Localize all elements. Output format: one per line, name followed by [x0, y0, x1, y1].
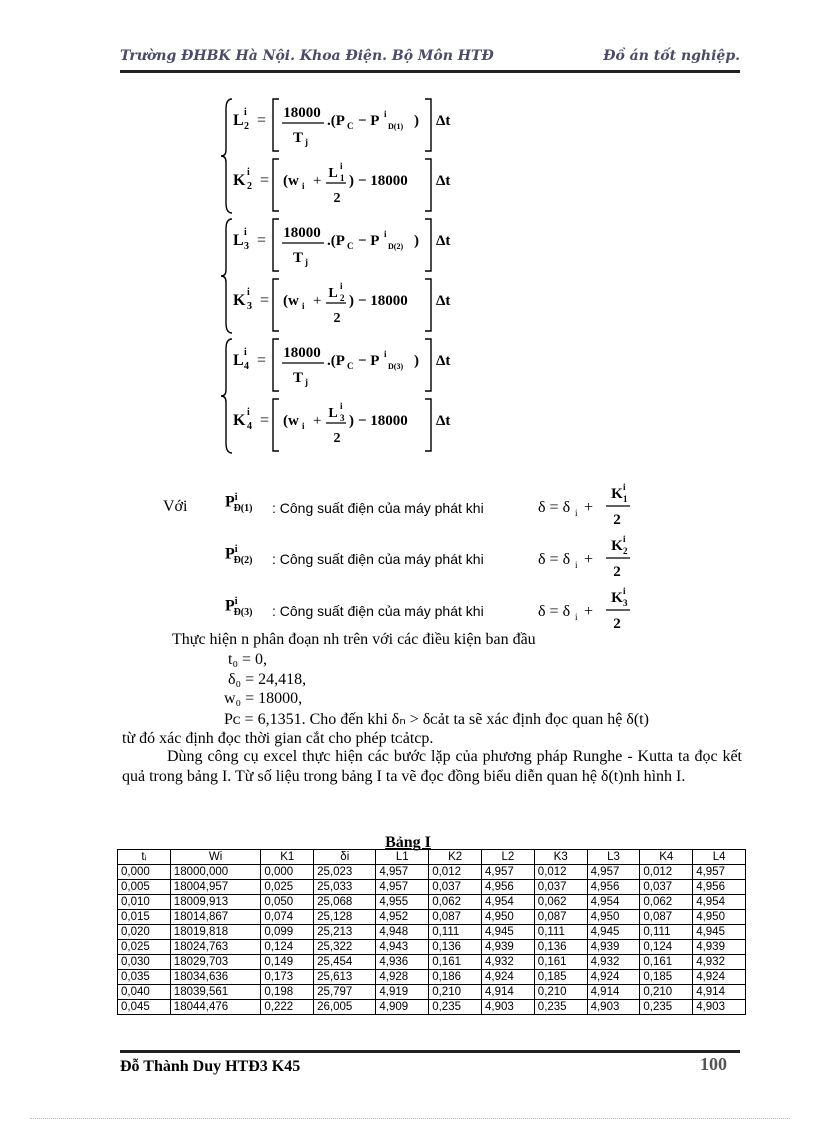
table-cell: 0,124	[640, 940, 693, 955]
table-cell: 4,956	[587, 880, 640, 895]
table-cell: 18000,000	[170, 865, 261, 880]
table-cell: 0,111	[534, 925, 587, 940]
table-cell: 0,185	[640, 970, 693, 985]
curly-brace	[221, 219, 232, 333]
math-glyph: − P	[358, 113, 380, 129]
table-cell: 4,932	[693, 955, 746, 970]
math-glyph: K	[611, 486, 623, 502]
table-row	[118, 940, 746, 955]
math-glyph: i	[244, 227, 247, 238]
table-cell: 4,952	[376, 910, 429, 925]
table-title: Bảng I	[385, 834, 431, 851]
math-glyph: i	[623, 482, 626, 492]
table-cell: 4,903	[693, 1000, 746, 1015]
math-glyph: =	[257, 232, 267, 249]
math-glyph: i	[623, 534, 626, 544]
fraction-denominator: 2	[333, 431, 341, 446]
math-glyph: =	[257, 352, 267, 369]
table-cell: 0,037	[534, 880, 587, 895]
math-bracket	[425, 99, 431, 151]
table-cell: 0,099	[261, 925, 314, 940]
math-glyph: +	[584, 499, 594, 516]
table-cell: 4,932	[587, 955, 640, 970]
math-bracket	[273, 399, 279, 451]
math-glyph: 2	[247, 181, 252, 192]
fraction-numerator: L	[328, 286, 338, 301]
table-cell: 18029,703	[170, 955, 261, 970]
math-glyph: )	[414, 233, 419, 249]
table-cell: 4,919	[376, 985, 429, 1000]
math-glyph: i	[623, 586, 626, 596]
math-glyph: i	[244, 107, 247, 118]
page-edge	[30, 1118, 790, 1119]
math-glyph: +	[313, 293, 322, 309]
curly-brace	[221, 99, 232, 213]
header-left: Trường ĐHBK Hà Nội. Khoa Điện. Bộ Môn HTĐ	[120, 48, 494, 64]
table-header-cell: δi	[314, 850, 376, 865]
table-cell: 0,087	[534, 910, 587, 925]
math-glyph: )	[414, 113, 419, 129]
table-cell: 0,062	[534, 895, 587, 910]
math-bracket	[273, 279, 279, 331]
table-cell: 4,939	[587, 940, 640, 955]
table-cell: 4,957	[482, 865, 535, 880]
table-cell: 18009,913	[170, 895, 261, 910]
table-cell: 4,955	[376, 895, 429, 910]
fraction-numerator: 18000	[283, 225, 321, 241]
table-cell: 4,957	[693, 865, 746, 880]
math-glyph: )	[349, 413, 354, 429]
footer-divider	[120, 1050, 740, 1053]
table-cell: 4,948	[376, 925, 429, 940]
table-cell: 4,924	[693, 970, 746, 985]
definition-pd3-text: : Công suất điện của máy phát khi	[272, 603, 484, 619]
delta-t: Δt	[436, 233, 451, 249]
table-cell: 0,111	[640, 925, 693, 940]
table-cell: 4,932	[482, 955, 535, 970]
fraction-denominator: T	[292, 370, 304, 386]
math-bracket	[425, 219, 431, 271]
table-cell: 4,956	[693, 880, 746, 895]
fraction-numerator: L	[328, 166, 338, 181]
math-glyph: .(P	[327, 233, 345, 249]
table-cell: 4,950	[693, 910, 746, 925]
fraction-numerator: L	[328, 406, 338, 421]
math-glyph: +	[584, 603, 594, 620]
results-table	[117, 849, 746, 1015]
table-cell: 0,035	[118, 970, 171, 985]
math-glyph: )	[414, 353, 419, 369]
math-glyph: j	[305, 137, 308, 147]
math-glyph: 4	[247, 421, 252, 432]
table-cell: 4,903	[587, 1000, 640, 1015]
table-cell: 0,235	[534, 1000, 587, 1015]
fraction-numerator: 18000	[283, 345, 321, 361]
math-glyph: i	[384, 109, 387, 119]
table-row	[118, 865, 746, 880]
pc-line-2: từ đó xác định đọc thời gian cắt cho phép tᴄảtcp.	[122, 730, 434, 747]
math-glyph: 2	[613, 512, 621, 528]
pc-line: Pᴄ = 6,1351. Cho đến khi δₙ > δᴄảt ta sẽ xác định đọc quan hệ δ(t)	[224, 711, 649, 728]
table-cell: 0,040	[118, 985, 171, 1000]
table-cell: 18004,957	[170, 880, 261, 895]
table-cell: 0,050	[261, 895, 314, 910]
table-cell: 0,136	[429, 940, 482, 955]
table-cell: 0,030	[118, 955, 171, 970]
table-cell: 4,954	[693, 895, 746, 910]
table-cell: 4,954	[587, 895, 640, 910]
table-cell: 18044,476	[170, 1000, 261, 1015]
definition-pd1: $P^i_{Đ(1)}$	[225, 492, 253, 514]
math-glyph: C	[347, 361, 354, 371]
math-glyph: i	[302, 181, 305, 191]
table-cell: 0,000	[261, 865, 314, 880]
table-cell: 0,005	[118, 880, 171, 895]
minus-constant: − 18000	[358, 413, 408, 429]
table-cell: 0,210	[534, 985, 587, 1000]
paragraph: Dùng công cụ excel thực hiện các bước lặp của phương pháp Runghe - Kutta ta đọc kết quả trong bảng I. Từ số liệu trong bảng I ta vẽ đọc đồng biểu diễn quan hệ δ(t)nh hình I.	[122, 748, 742, 785]
delta-t: Δt	[436, 113, 451, 129]
table-cell: 0,210	[429, 985, 482, 1000]
w0-line: w₀ = 18000,	[224, 690, 303, 707]
table-cell: 4,950	[587, 910, 640, 925]
table-cell: 4,950	[482, 910, 535, 925]
table-cell: 0,015	[118, 910, 171, 925]
math-glyph: j	[305, 257, 308, 267]
math-glyph: 3	[244, 241, 249, 252]
table-cell: 0,037	[640, 880, 693, 895]
math-glyph: i	[247, 167, 250, 178]
math-glyph: i	[247, 407, 250, 418]
table-row	[118, 880, 746, 895]
table-cell: 4,924	[587, 970, 640, 985]
math-glyph: )	[349, 173, 354, 189]
math-glyph: i	[302, 301, 305, 311]
table-cell: 0,149	[261, 955, 314, 970]
table-cell: 4,945	[693, 925, 746, 940]
table-cell: 4,957	[376, 865, 429, 880]
math-glyph: i	[575, 560, 578, 570]
math-glyph: K	[233, 292, 246, 309]
math-glyph: 2	[613, 616, 621, 632]
table-cell: 4,909	[376, 1000, 429, 1015]
table-cell: 0,161	[534, 955, 587, 970]
table-cell: 4,928	[376, 970, 429, 985]
math-bracket	[273, 159, 279, 211]
table-body	[118, 865, 746, 1015]
math-glyph: i	[575, 508, 578, 518]
table-cell: 0,020	[118, 925, 171, 940]
math-bracket	[425, 399, 431, 451]
equations-svg	[0, 0, 816, 470]
math-glyph: 2	[244, 121, 249, 132]
table-cell: 4,954	[482, 895, 535, 910]
table-cell: 18014,867	[170, 910, 261, 925]
math-glyph: 3	[623, 598, 628, 608]
math-glyph: − P	[358, 353, 380, 369]
table-cell: 0,161	[640, 955, 693, 970]
table-cell: 4,914	[482, 985, 535, 1000]
table-cell: 4,939	[482, 940, 535, 955]
intro-line: Thực hiện n phân đoạn nh trên với các điều kiện ban đầu	[172, 631, 536, 648]
math-glyph: D(2)	[388, 242, 404, 251]
table-cell: 25,213	[314, 925, 376, 940]
delta-t: Δt	[436, 293, 451, 309]
math-glyph: K	[611, 538, 623, 554]
math-glyph: 3	[247, 301, 252, 312]
table-cell: 26,005	[314, 1000, 376, 1015]
minus-constant: − 18000	[358, 293, 408, 309]
fraction-denominator: T	[292, 250, 304, 266]
table-cell: 0,012	[429, 865, 482, 880]
math-glyph: K	[233, 412, 246, 429]
math-glyph: δ = δ	[538, 603, 571, 620]
delta-t: Δt	[436, 353, 451, 369]
table-cell: 4,957	[376, 880, 429, 895]
table-cell: 4,914	[587, 985, 640, 1000]
table-cell: 0,235	[640, 1000, 693, 1015]
math-bracket	[273, 219, 279, 271]
math-glyph: 2	[623, 546, 628, 556]
math-glyph: i	[247, 287, 250, 298]
table-cell: 0,161	[429, 955, 482, 970]
math-glyph: i	[340, 161, 343, 171]
fraction-denominator: 2	[333, 191, 341, 206]
table-cell: 4,945	[587, 925, 640, 940]
with-label: Với	[163, 498, 188, 515]
math-glyph: − P	[358, 233, 380, 249]
table-header-cell: L4	[693, 850, 746, 865]
table-header-cell: Wi	[170, 850, 261, 865]
math-glyph: C	[347, 241, 354, 251]
math-glyph: 3	[340, 413, 345, 423]
table-cell: 4,936	[376, 955, 429, 970]
math-glyph: =	[260, 412, 270, 429]
fraction-denominator: T	[292, 130, 304, 146]
table-cell: 25,454	[314, 955, 376, 970]
table-cell: 25,033	[314, 880, 376, 895]
math-glyph: 4	[244, 361, 249, 372]
fraction-numerator: 18000	[283, 105, 321, 121]
table-cell: 4,939	[693, 940, 746, 955]
table-header-cell: K2	[429, 850, 482, 865]
table-row	[118, 985, 746, 1000]
d0-line: δ₀ = 24,418,	[228, 671, 307, 688]
table-cell: 18034,636	[170, 970, 261, 985]
table-cell: 0,136	[534, 940, 587, 955]
header-right: Đồ án tốt nghiệp.	[603, 48, 740, 64]
table-header-cell: K3	[534, 850, 587, 865]
math-glyph: (w	[283, 293, 299, 309]
footer-author: Đỗ Thành Duy HTĐ3 K45	[120, 1058, 301, 1075]
table-cell: 0,025	[261, 880, 314, 895]
table-cell: 0,012	[640, 865, 693, 880]
math-glyph: .(P	[327, 113, 345, 129]
t0-line: t₀ = 0,	[228, 651, 268, 668]
math-bracket	[425, 159, 431, 211]
math-glyph: i	[244, 347, 247, 358]
math-glyph: +	[313, 413, 322, 429]
table-cell: 4,957	[587, 865, 640, 880]
math-glyph: +	[313, 173, 322, 189]
math-glyph: C	[347, 121, 354, 131]
table-cell: 4,914	[693, 985, 746, 1000]
math-glyph: 2	[613, 564, 621, 580]
math-glyph: L	[233, 232, 244, 249]
table-row	[118, 970, 746, 985]
table-cell: 0,045	[118, 1000, 171, 1015]
table-cell: 0,087	[640, 910, 693, 925]
math-glyph: 2	[340, 293, 345, 303]
fraction-denominator: 2	[333, 311, 341, 326]
table-cell: 0,235	[429, 1000, 482, 1015]
table-cell: 0,012	[534, 865, 587, 880]
table-cell: 25,023	[314, 865, 376, 880]
table-cell: 0,222	[261, 1000, 314, 1015]
math-glyph: =	[260, 172, 270, 189]
table-row	[118, 925, 746, 940]
table-cell: 25,613	[314, 970, 376, 985]
math-glyph: +	[584, 551, 594, 568]
math-glyph: D(1)	[388, 122, 404, 131]
table-cell: 25,322	[314, 940, 376, 955]
definition-pd2: $P^i_{Đ(2)}$	[225, 544, 253, 566]
table-header-cell: K4	[640, 850, 693, 865]
table-row	[118, 955, 746, 970]
table-cell: 0,037	[429, 880, 482, 895]
math-glyph: L	[233, 352, 244, 369]
math-bracket	[425, 339, 431, 391]
math-glyph: 1	[623, 494, 628, 504]
math-glyph: i	[575, 612, 578, 622]
page-number: 100	[700, 1054, 727, 1074]
table-cell: 0,173	[261, 970, 314, 985]
table-header-cell: L1	[376, 850, 429, 865]
table-cell: 0,010	[118, 895, 171, 910]
math-glyph: L	[233, 112, 244, 129]
table-cell: 0,062	[640, 895, 693, 910]
minus-constant: − 18000	[358, 173, 408, 189]
math-glyph: (w	[283, 173, 299, 189]
table-cell: 0,210	[640, 985, 693, 1000]
table-cell: 25,797	[314, 985, 376, 1000]
table-cell: 25,128	[314, 910, 376, 925]
table-cell: 18039,561	[170, 985, 261, 1000]
table-row	[118, 895, 746, 910]
delta-t: Δt	[436, 413, 451, 429]
math-glyph: K	[233, 172, 246, 189]
math-glyph: =	[257, 112, 267, 129]
table-row	[118, 1000, 746, 1015]
table-cell: 0,025	[118, 940, 171, 955]
math-bracket	[273, 339, 279, 391]
table-cell: 4,924	[482, 970, 535, 985]
delta-t: Δt	[436, 173, 451, 189]
math-glyph: D(3)	[388, 362, 404, 371]
math-bracket	[273, 99, 279, 151]
table-cell: 0,062	[429, 895, 482, 910]
math-glyph: δ = δ	[538, 551, 571, 568]
math-glyph: K	[611, 590, 623, 606]
table-row	[118, 910, 746, 925]
math-glyph: δ = δ	[538, 499, 571, 516]
table-cell: 0,185	[534, 970, 587, 985]
table-cell: 0,198	[261, 985, 314, 1000]
table-cell: 0,074	[261, 910, 314, 925]
math-glyph: i	[340, 401, 343, 411]
math-glyph: i	[384, 349, 387, 359]
math-glyph: (w	[283, 413, 299, 429]
math-glyph: j	[305, 377, 308, 387]
math-glyph: 1	[340, 173, 345, 183]
table-cell: 0,000	[118, 865, 171, 880]
math-glyph: )	[349, 293, 354, 309]
table-header-cell: L3	[587, 850, 640, 865]
math-glyph: i	[340, 281, 343, 291]
table-cell: 4,945	[482, 925, 535, 940]
table-cell: 0,111	[429, 925, 482, 940]
table-header-cell: tᵢ	[118, 850, 171, 865]
definition-pd1-text: : Công suất điện của máy phát khi	[272, 500, 484, 516]
math-glyph: =	[260, 292, 270, 309]
table-cell: 4,943	[376, 940, 429, 955]
table-cell: 25,068	[314, 895, 376, 910]
math-bracket	[425, 279, 431, 331]
table-cell: 18024,763	[170, 940, 261, 955]
table-cell: 0,124	[261, 940, 314, 955]
table-cell: 0,186	[429, 970, 482, 985]
table-cell: 0,087	[429, 910, 482, 925]
math-glyph: i	[302, 421, 305, 431]
table-cell: 4,903	[482, 1000, 535, 1015]
definition-pd2-text: : Công suất điện của máy phát khi	[272, 551, 484, 567]
curly-brace	[221, 339, 232, 453]
table-cell: 4,956	[482, 880, 535, 895]
math-glyph: i	[384, 229, 387, 239]
math-glyph: .(P	[327, 353, 345, 369]
table-header-cell: K1	[261, 850, 314, 865]
table-cell: 18019,818	[170, 925, 261, 940]
definition-pd3: $P^i_{Đ(3)}$	[225, 596, 253, 618]
table-header-cell: L2	[482, 850, 535, 865]
table-header-row	[118, 850, 746, 865]
